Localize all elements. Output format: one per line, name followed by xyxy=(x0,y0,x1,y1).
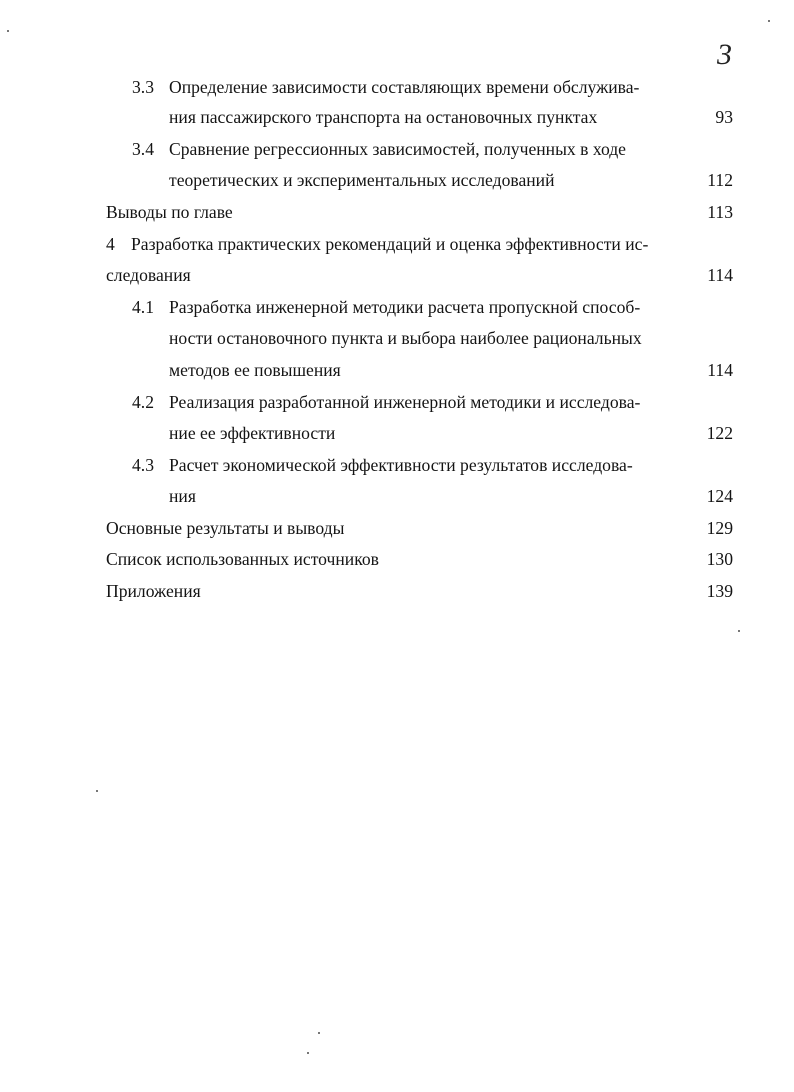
toc-title-line: Определение зависимости составляющих времени обслужива- xyxy=(169,77,640,97)
toc-title-line: ния xyxy=(169,486,196,506)
toc-title-line: Реализация разработанной инженерной методики и исследова- xyxy=(169,392,641,412)
toc-page-number: 114 xyxy=(707,265,733,285)
toc-page-number: 130 xyxy=(706,549,733,569)
toc-number: 3.4 xyxy=(132,139,154,159)
toc-title-line: следования xyxy=(106,265,191,285)
scan-speck xyxy=(768,20,770,22)
toc-page-number: 124 xyxy=(706,486,733,506)
toc-title-line: Выводы по главе xyxy=(106,202,233,222)
toc-title-line: Сравнение регрессионных зависимостей, полученных в ходе xyxy=(169,139,626,159)
scan-speck xyxy=(7,30,9,32)
toc-title-line: ние ее эффективности xyxy=(169,423,336,443)
toc-title-line: Приложения xyxy=(106,581,201,601)
toc-title-line: Основные результаты и выводы xyxy=(106,518,345,538)
toc-page-number: 129 xyxy=(706,518,733,538)
toc-page-number: 114 xyxy=(707,360,733,380)
toc-title-line: Разработка практических рекомендаций и оценка эффективности ис- xyxy=(131,234,649,254)
toc-title-line: Список использованных источников xyxy=(106,549,379,569)
toc-page-number: 112 xyxy=(707,170,733,190)
toc-number: 4.1 xyxy=(132,297,154,317)
toc-page-number: 113 xyxy=(707,202,733,222)
scan-speck xyxy=(318,1032,320,1034)
toc-page-number: 93 xyxy=(715,107,733,127)
toc-number: 4.2 xyxy=(132,392,154,412)
scan-speck xyxy=(307,1052,309,1054)
toc-title-line: Разработка инженерной методики расчета пропускной способ- xyxy=(169,297,641,317)
toc-page-number: 139 xyxy=(706,581,733,601)
toc-number: 3.3 xyxy=(132,77,154,97)
toc-number: 4.3 xyxy=(132,455,154,475)
toc-page-number: 122 xyxy=(706,423,733,443)
toc-title-line: теоретических и экспериментальных исследований xyxy=(169,170,555,190)
toc-title-line: методов ее повышения xyxy=(169,360,341,380)
toc-title-line: ния пассажирского транспорта на остановочных пунктах xyxy=(169,107,598,127)
toc-title-line: ности остановочного пункта и выбора наиболее рациональных xyxy=(169,328,642,348)
toc-number: 4 xyxy=(106,234,115,254)
handwritten-page-number: 3 xyxy=(717,38,732,71)
scan-speck xyxy=(738,630,740,632)
toc-title-line: Расчет экономической эффективности результатов исследова- xyxy=(169,455,633,475)
scan-speck xyxy=(96,790,98,792)
